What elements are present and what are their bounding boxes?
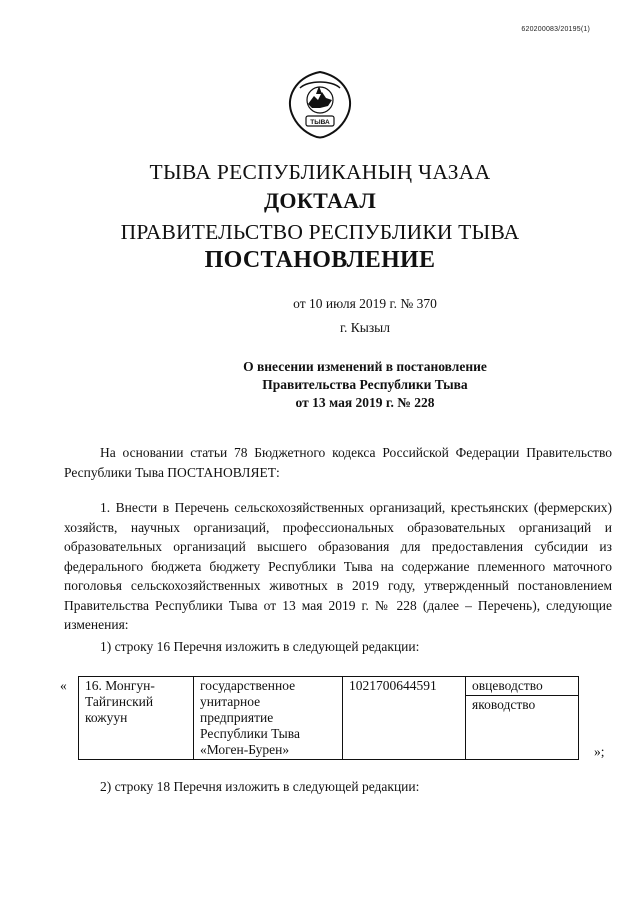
tuva-coat-of-arms-icon (286, 70, 354, 140)
paragraph-basis: На основании статьи 78 Бюджетного кодекса Российской Федерации Правительство Республики Тыва ПОСТАНОВЛЯЕТ: (64, 445, 612, 480)
table-row (79, 677, 579, 760)
document-date: от 10 июля 2019 г. № 370 (293, 296, 437, 311)
paragraph-item-1: 1. Внести в Перечень сельскохозяйственных организаций, крестьянских (фермерских) хозяйств, научных организаций, профессиональных образовательных организаций и образовательных организаций высшего образования для предоставления субсидии из федерального бюджета бюджету Республики Тыва на содержание племенного маточного поголовья сельскохозяйственных животных в 2019 году, утвержденный постановлением Правительства Республики Тыва от 13 мая 2019 г. № 228 (далее – Перечень), следующие изменения: (64, 500, 612, 632)
paragraph-subitem-1: 1) строку 16 Перечня изложить в следующей редакции: (100, 639, 420, 654)
subject-line-1: О внесении изменений в постановление (243, 359, 487, 374)
paragraph-subitem-2: 2) строку 18 Перечня изложить в следующей редакции: (100, 779, 420, 794)
header-tuvan-government: ТЫВА РЕСПУБЛИКАНЫҢ ЧАЗАА (149, 160, 491, 184)
subject-line-2: Правительства Республики Тыва (262, 377, 468, 392)
header-doc-type: ПОСТАНОВЛЕНИЕ (204, 247, 436, 273)
header-tuvan-doc-type: ДОКТААЛ (263, 188, 377, 213)
document-number: 620200083/20195(1) (521, 26, 590, 33)
quote-open: « (60, 678, 67, 693)
header-government: ПРАВИТЕЛЬСТВО РЕСПУБЛИКИ ТЫВА (120, 220, 520, 244)
subject-line-3: от 13 мая 2019 г. № 228 (295, 395, 435, 410)
cell-activities (466, 677, 579, 760)
activity-2: яководство (472, 697, 536, 712)
emblem-label: ТЫВА (310, 119, 330, 126)
document-subject (60, 358, 640, 412)
cell-organization: государственное унитарное предприятие Республики Тыва «Моген-Бурен» (194, 677, 343, 760)
activity-1: овцеводство (466, 677, 578, 696)
cell-ogrn: 1021700644591 (343, 677, 466, 760)
replacement-table (78, 676, 579, 760)
cell-region: 16. Монгун-Тайгинский кожуун (79, 677, 194, 760)
quote-close: »; (594, 744, 605, 759)
document-city: г. Кызыл (340, 320, 390, 335)
